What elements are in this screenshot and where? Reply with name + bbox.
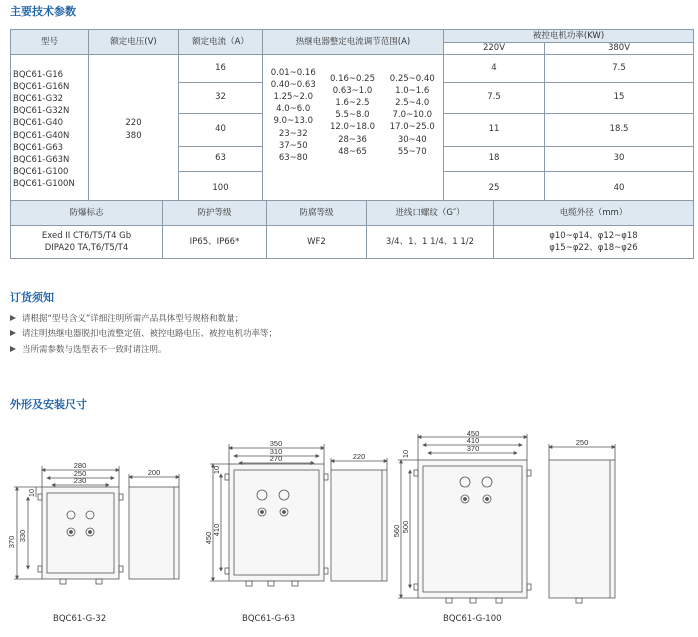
header-cable-diameter: 电缆外径（mm） bbox=[494, 201, 694, 226]
power-380-value: 15 bbox=[545, 82, 694, 113]
power-220-value: 4 bbox=[444, 54, 545, 82]
cable-gland bbox=[576, 598, 582, 603]
header-explosion-mark: 防爆标志 bbox=[11, 201, 163, 226]
model-list bbox=[11, 54, 89, 205]
drawing-g32 bbox=[14, 466, 179, 584]
dim-label: 10 bbox=[401, 449, 410, 459]
spec-table bbox=[10, 29, 694, 206]
dim-label: 450 bbox=[204, 531, 213, 545]
dim-label: 410 bbox=[212, 523, 221, 537]
relay-range-value: 12.0~18.0 bbox=[330, 122, 375, 133]
relay-range-value: 4.0~6.0 bbox=[276, 104, 311, 115]
relay-range-value: 2.5~4.0 bbox=[395, 98, 430, 109]
header-model: 型号 bbox=[11, 30, 89, 55]
dimension-drawings bbox=[0, 430, 698, 612]
cable-diameter-value: φ10~φ14、φ12~φ18 bbox=[549, 231, 638, 241]
power-220-value: 18 bbox=[444, 146, 545, 171]
relay-range-value: 48~65 bbox=[338, 146, 367, 157]
dim-label: 560 bbox=[392, 524, 401, 538]
dim-label: 370 bbox=[466, 444, 480, 453]
dim-label: 250 bbox=[575, 438, 589, 447]
enclosure-side bbox=[129, 487, 179, 579]
relay-range-value: 1.0~1.6 bbox=[395, 85, 430, 96]
mount-lug bbox=[414, 470, 418, 476]
dim-label: 230 bbox=[73, 476, 87, 485]
mount-lug bbox=[527, 470, 531, 476]
current-value: 40 bbox=[179, 113, 263, 146]
relay-range-value: 0.16~0.25 bbox=[330, 73, 375, 84]
mount-lug bbox=[119, 566, 123, 572]
relay-range-value: 0.63~1.0 bbox=[332, 85, 373, 96]
cable-diameter-value: φ15~φ22、φ18~φ26 bbox=[549, 243, 638, 253]
model-item: BQC61-G100N bbox=[13, 179, 75, 190]
dim-label: 270 bbox=[269, 454, 283, 463]
cable-diameter-cell bbox=[494, 226, 694, 259]
cable-gland bbox=[246, 581, 252, 586]
relay-range-col3 bbox=[382, 54, 444, 205]
model-item: BQC61-G32N bbox=[13, 106, 70, 117]
power-380-value: 7.5 bbox=[545, 54, 694, 82]
power-380-value: 18.5 bbox=[545, 113, 694, 146]
header-rated-voltage: 额定电压(V) bbox=[89, 30, 179, 55]
dim-label: 10 bbox=[212, 465, 221, 475]
enclosure-side bbox=[331, 470, 387, 581]
cable-gland bbox=[446, 598, 452, 603]
model-item: BQC61-G16 bbox=[13, 69, 64, 80]
drawing-caption: BQC61-G-63 bbox=[242, 614, 296, 624]
triangle-bullet-icon bbox=[10, 330, 16, 336]
dimensions-section-title: 外形及安装尺寸 bbox=[10, 398, 87, 411]
thread-value: 3/4、1、1 1/4、1 1/2 bbox=[367, 226, 494, 259]
header-protection-level: 防护等级 bbox=[163, 201, 267, 226]
relay-range-value: 0.40~0.63 bbox=[270, 79, 316, 90]
dim-label: 370 bbox=[7, 535, 16, 549]
header-thread: 进线口螺纹（G″） bbox=[367, 201, 494, 226]
relay-range-value: 63~80 bbox=[278, 153, 308, 164]
model-item: BQC61-G32 bbox=[13, 94, 64, 105]
list-item bbox=[10, 326, 277, 342]
protection-value: IP65、IP66* bbox=[163, 226, 267, 259]
relay-range-value: 0.25~0.40 bbox=[389, 73, 435, 84]
rated-voltage-cell bbox=[89, 54, 179, 205]
note-text: 请注明热继电器脱扣电流整定值、被控电路电压、被控电机功率等； bbox=[22, 329, 278, 340]
relay-range-value: 0.01~0.16 bbox=[270, 67, 316, 78]
ordering-section-title: 订货须知 bbox=[10, 291, 54, 304]
relay-range-value: 23~32 bbox=[278, 128, 308, 139]
drawing-g63 bbox=[210, 444, 387, 586]
model-item: BQC61-G63N bbox=[13, 155, 70, 166]
dim-label: 350 bbox=[269, 439, 283, 448]
model-item: BQC61-G40N bbox=[13, 130, 70, 141]
power-220-value: 25 bbox=[444, 171, 545, 205]
drawing-caption: BQC61-G-32 bbox=[53, 614, 107, 624]
cable-gland bbox=[292, 581, 298, 586]
protection-table bbox=[10, 200, 694, 259]
dim-label: 500 bbox=[401, 520, 410, 534]
mount-lug bbox=[119, 494, 123, 500]
power-220-value: 11 bbox=[444, 113, 545, 146]
current-value: 16 bbox=[179, 54, 263, 82]
drawing-caption: BQC61-G-100 bbox=[443, 614, 502, 624]
triangle-bullet-icon bbox=[10, 315, 16, 321]
relay-range-value: 1.25~2.0 bbox=[273, 92, 314, 103]
anticorrosion-value: WF2 bbox=[267, 226, 367, 259]
explosion-mark-value: DIPA20 TA,T6/T5/T4 bbox=[44, 243, 129, 253]
dim-label: 330 bbox=[18, 529, 27, 543]
mount-lug bbox=[324, 568, 328, 574]
dim-label: 220 bbox=[352, 452, 366, 461]
ordering-notes bbox=[10, 310, 277, 357]
relay-range-value: 28~36 bbox=[338, 134, 367, 145]
mount-lug bbox=[38, 494, 42, 500]
relay-range-value: 17.0~25.0 bbox=[389, 122, 435, 133]
relay-range-col2 bbox=[324, 54, 382, 205]
current-value: 32 bbox=[179, 82, 263, 113]
list-item bbox=[10, 341, 277, 357]
mount-lug bbox=[527, 584, 531, 590]
relay-range-value: 7.0~10.0 bbox=[392, 110, 433, 121]
relay-range-value: 1.6~2.5 bbox=[335, 98, 370, 109]
relay-range-value: 9.0~13.0 bbox=[273, 116, 314, 127]
dim-label: 10 bbox=[27, 488, 36, 498]
dim-label: 450 bbox=[466, 430, 480, 438]
dim-label: 410 bbox=[466, 436, 480, 445]
relay-range-value: 55~70 bbox=[397, 146, 427, 157]
model-item: BQC61-G63 bbox=[13, 142, 64, 153]
explosion-mark-value: Exed II CT6/T5/T4 Gb bbox=[41, 231, 132, 241]
current-value: 63 bbox=[179, 146, 263, 171]
note-text: 当所需参数与选型表不一致时请注明。 bbox=[22, 344, 167, 355]
enclosure-side bbox=[549, 460, 615, 598]
dim-label: 310 bbox=[269, 447, 283, 456]
enclosure-front bbox=[42, 487, 119, 579]
note-text: 请根据“型号含义”详细注明所需产品具体型号规格和数量； bbox=[22, 313, 244, 324]
enclosure-front bbox=[418, 460, 527, 598]
list-item bbox=[10, 310, 277, 326]
triangle-bullet-icon bbox=[10, 346, 16, 352]
relay-range-value: 30~40 bbox=[397, 134, 427, 145]
voltage-value: 220 bbox=[125, 117, 142, 128]
relay-range-value: 5.5~8.0 bbox=[335, 110, 370, 121]
header-relay-range: 热继电器整定电流调节范围(A) bbox=[263, 30, 444, 55]
header-rated-current: 额定电流（A） bbox=[179, 30, 263, 55]
mount-lug bbox=[324, 474, 328, 480]
dim-label: 280 bbox=[73, 461, 87, 470]
cable-gland bbox=[60, 579, 66, 584]
power-220-value: 7.5 bbox=[444, 82, 545, 113]
header-motor-power: 被控电机功率(KW) bbox=[444, 30, 694, 43]
mount-lug bbox=[225, 474, 229, 480]
explosion-mark-cell bbox=[11, 226, 163, 259]
enclosure-front bbox=[229, 464, 324, 581]
dim-label: 250 bbox=[73, 469, 87, 478]
drawing-g100 bbox=[398, 434, 615, 603]
mount-lug bbox=[38, 566, 42, 572]
dim-label: 200 bbox=[147, 468, 161, 477]
cable-gland bbox=[268, 581, 274, 586]
power-380-value: 40 bbox=[545, 171, 694, 205]
model-item: BQC61-G100 bbox=[13, 167, 69, 178]
relay-range-col1 bbox=[263, 54, 324, 205]
mount-lug bbox=[225, 568, 229, 574]
voltage-value: 380 bbox=[125, 130, 142, 141]
relay-range-value: 37~50 bbox=[278, 140, 308, 151]
cable-gland bbox=[96, 579, 102, 584]
header-anticorrosion-level: 防腐等级 bbox=[267, 201, 367, 226]
model-item: BQC61-G16N bbox=[13, 81, 70, 92]
specs-section-title: 主要技术参数 bbox=[10, 5, 76, 18]
cable-gland bbox=[470, 598, 476, 603]
header-220v: 220V bbox=[444, 43, 545, 55]
header-380v: 380V bbox=[545, 43, 694, 55]
model-item: BQC61-G40 bbox=[13, 118, 64, 129]
mount-lug bbox=[414, 584, 418, 590]
current-value: 100 bbox=[179, 171, 263, 205]
power-380-value: 30 bbox=[545, 146, 694, 171]
cable-gland bbox=[496, 598, 502, 603]
